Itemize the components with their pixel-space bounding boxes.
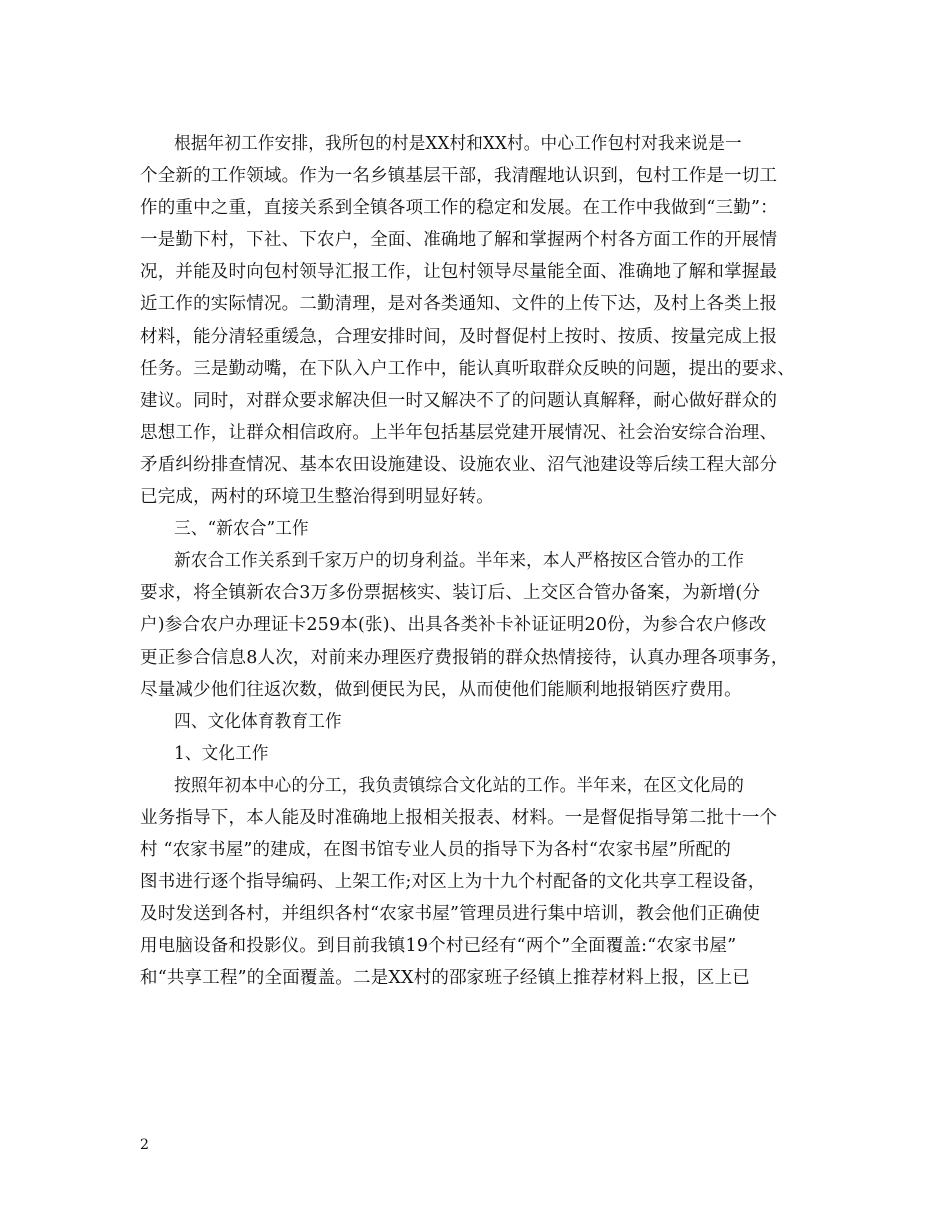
- section-heading: 四、文化体育教育工作: [174, 711, 342, 732]
- text-line: 要求，将全镇新农合3万多份票据核实、装订后、上交区合管办备案，为新增(分: [140, 583, 761, 604]
- text-line: 按照年初本中心的分工，我负责镇综合文化站的工作。半年来，在区文化局的: [174, 775, 745, 796]
- page-number: 2: [140, 1137, 149, 1153]
- text-line: 建议。同时，对群众要求解决但一时又解决不了的问题认真解释，耐心做好群众的: [140, 390, 778, 411]
- text-line: 任务。三是勤动嘴，在下队入户工作中，能认真听取群众反映的问题，提出的要求、: [140, 358, 795, 379]
- text-line: 和“共享工程”的全面覆盖。二是XX村的邵家班子经镇上推荐材料上报，区上已: [140, 968, 751, 989]
- text-line: 户)参合农户办理证卡259本(张)、出具各类补卡补证证明20份，为参合农户修改: [140, 615, 767, 636]
- text-line: 及时发送到各村，并组织各村“农家书屋”管理员进行集中培训，教会他们正确使: [140, 904, 761, 925]
- section-heading: 三、“新农合”工作: [174, 519, 309, 540]
- subsection-heading: 1、文化工作: [174, 743, 269, 764]
- text-line: 作的重中之重，直接关系到全镇各项工作的稳定和发展。在工作中我做到“三勤”：: [140, 198, 778, 219]
- text-line: 用电脑设备和投影仪。到目前我镇19个村已经有“两个”全面覆盖:“农家书屋”: [140, 936, 737, 957]
- text-line: 村 “农家书屋”的建成，在图书馆专业人员的指导下为各村“农家书屋”所配的: [140, 840, 732, 861]
- text-line: 业务指导下，本人能及时准确地上报相关报表、材料。一是督促指导第二批十一个: [140, 807, 778, 828]
- text-line: 况，并能及时向包村领导汇报工作，让包村领导尽量能全面、准确地了解和掌握最: [140, 262, 778, 283]
- text-line: 更正参合信息8人次，对前来办理医疗费报销的群众热情接待，认真办理各项事务，: [140, 647, 789, 668]
- text-line: 新农合工作关系到千家万户的切身利益。半年来，本人严格按区合管办的工作: [174, 551, 745, 572]
- text-line: 材料，能分清轻重缓急，合理安排时间，及时督促村上按时、按质、按量完成上报: [140, 326, 778, 347]
- text-line: 一是勤下村，下社、下农户，全面、准确地了解和掌握两个村各方面工作的开展情: [140, 230, 778, 251]
- text-line: 个全新的工作领域。作为一名乡镇基层干部，我清醒地认识到，包村工作是一切工: [140, 166, 778, 187]
- text-line: 尽量减少他们往返次数，做到便民为民，从而使他们能顺利地报销医疗费用。: [140, 679, 742, 700]
- text-line: 已完成，两村的环境卫生整治得到明显好转。: [140, 487, 494, 508]
- text-line: 根据年初工作安排，我所包的村是XX村和XX村。中心工作包村对我来说是一: [174, 134, 742, 154]
- text-line: 图书进行逐个指导编码、上架工作;对区上为十九个村配备的文化共享工程设备，: [140, 872, 766, 893]
- document-body: [140, 128, 820, 995]
- text-line: 思想工作，让群众相信政府。上半年包括基层党建开展情况、社会治安综合治理、: [140, 422, 778, 443]
- text-line: 矛盾纠纷排查情况、基本农田设施建设、设施农业、沼气池建设等后续工程大部分: [140, 454, 778, 475]
- text-line: 近工作的实际情况。二勤清理，是对各类通知、文件的上传下达，及村上各类上报: [140, 294, 778, 315]
